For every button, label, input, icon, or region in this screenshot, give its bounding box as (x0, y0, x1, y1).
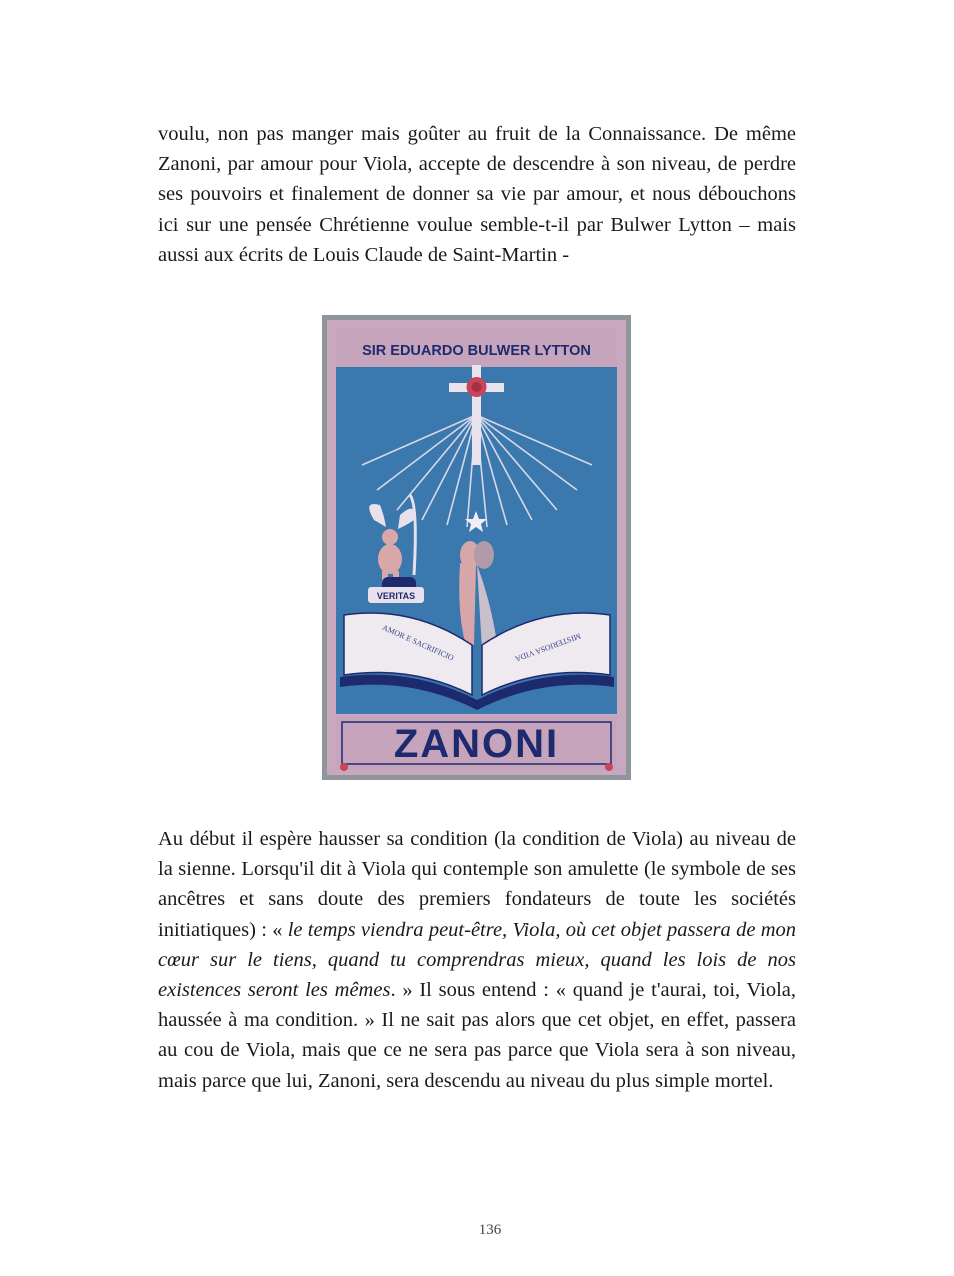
paragraph-1: voulu, non pas manger mais goûter au fruit de la Connaissance. De même Zanoni, par amour pour Viola, accepte de descendre à son niveau, de perdre ses pouvoirs et finalement de donner sa vie par amour, et nous débouchons ici sur une pensée Chrétienne voulue semble-t-il par Bulwer Lytton – mais aussi aux écrits de Louis Claude de Saint-Martin - (158, 123, 796, 266)
book-left-page-text: AMOR E SACRIFICIO (380, 622, 456, 663)
paragraph-2-quote: le temps viendra peut-être, Viola, où cet objet passera de mon cœur sur le tiens, quand tu comprendras mieux, quand les lois de nos existences seront les mêmes (158, 918, 797, 1002)
paragraph-2-text-a: Au début il espère hausser sa condition (la condition de Viola) au niveau de la sienne. Lorsqu'il dit à Viola qui contemple son amulette (le symbole de ses ancêtres et sans doute des premiers fondateurs de toute les sociétés initiatiques) : « (158, 828, 796, 941)
cover-title: ZANONI (393, 722, 560, 766)
cover-author: SIR EDUARDO BULWER LYTTON (362, 343, 591, 359)
book-cover-image (322, 315, 631, 780)
paragraph-2 (158, 824, 796, 1096)
book-right-page-text: MISTERIOSA VIDA (513, 631, 583, 664)
paragraph-2-text-b: . » Il sous entend : « quand je t'aurai, toi, Viola, haussée à ma condition. » Il ne sait pas alors que cet objet, en effet, passera au cou de Viola, mais que ce ne sera pas parce que Viola sera à son niveau, mais parce que lui, Zanoni, sera descendu au niveau du plus simple mortel. (158, 979, 797, 1092)
page-number: 136 (478, 1222, 502, 1238)
book-label: VERITAS (376, 591, 416, 601)
